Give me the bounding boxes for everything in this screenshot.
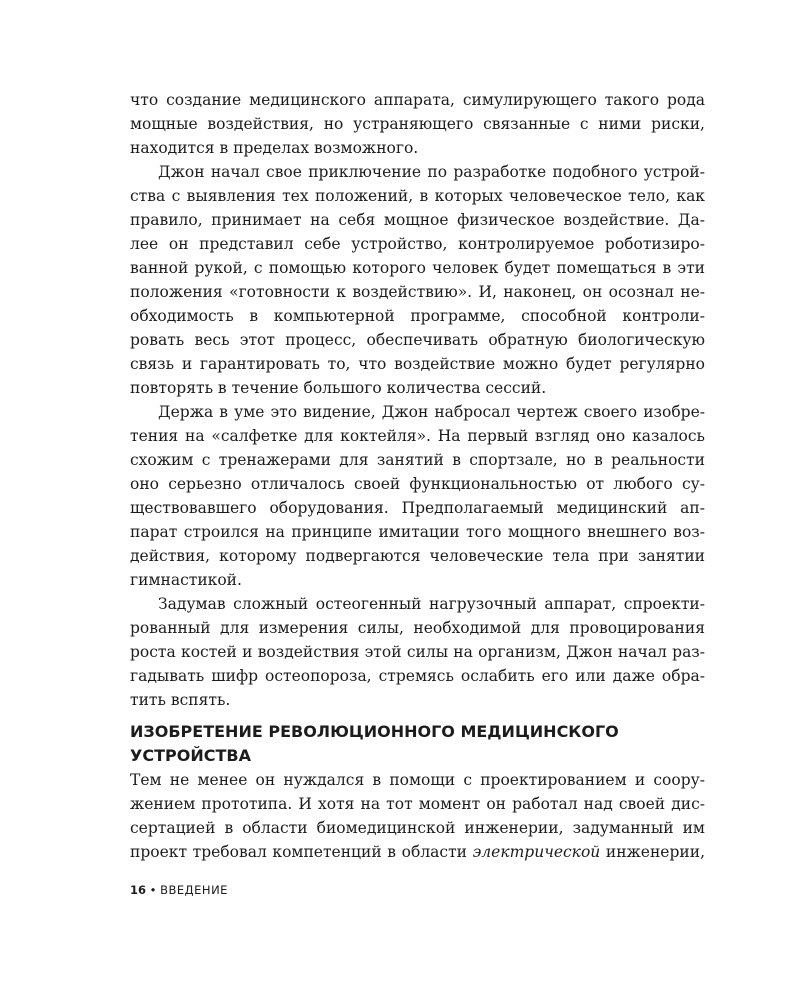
text-line: Джон начал свое приключение по разработке подобного устрой-: [158, 163, 705, 181]
text-line: что создание медицинского аппарата, симулирующего такого рода: [130, 91, 705, 109]
text-line: обходимость в компьютерной программе, способной контроли-: [130, 307, 705, 325]
page-number: 16: [130, 883, 147, 897]
text-line: действия, которому подвергаются человеческие тела при занятии: [130, 547, 705, 565]
text-line: оно серьезно отличалось своей функциональностью от любого су-: [130, 475, 705, 493]
text-line: сертацией в области биомедицинской инженерии, задуманный им: [130, 819, 705, 837]
text-line: мощные воздействия, но устраняющего связанные с ними риски,: [130, 115, 705, 133]
italic-term: электрической: [472, 843, 601, 861]
text-line: жением прототипа. И хотя на тот момент он работал над своей дис-: [130, 795, 705, 813]
bullet-separator: •: [149, 883, 157, 897]
text-line: Задумав сложный остеогенный нагрузочный аппарат, спроекти-: [158, 595, 705, 613]
text-line: находится в пределах возможного.: [130, 139, 419, 157]
text-line: [130, 840, 705, 864]
text-segment: проект требовал компетенций в области: [130, 843, 473, 861]
text-line: Тем не менее он нуждался в помощи с проектированием и соору-: [130, 771, 705, 789]
text-line: тения на «салфетке для коктейля». На первый взгляд оно казалось: [130, 427, 705, 445]
text-line: связь и гарантировать то, что воздействие можно будет регулярно: [130, 355, 705, 373]
text-line: ществовавшего оборудования. Предполагаемый медицинский ап-: [130, 499, 705, 517]
text-line: лее он представил себе устройство, контролируемое роботизиро-: [130, 235, 705, 253]
page-footer: [130, 880, 228, 900]
text-line: парат строился на принципе имитации того мощного внешнего воз-: [130, 523, 705, 541]
running-section-title: ВВЕДЕНИЕ: [160, 883, 228, 897]
section-heading: УСТРОЙСТВА: [130, 746, 251, 765]
section-heading: ИЗОБРЕТЕНИЕ РЕВОЛЮЦИОННОГО МЕДИЦИНСКОГО: [130, 722, 619, 741]
text-line: гимнастикой.: [130, 571, 242, 589]
text-line: ванной рукой, с помощью которого человек будет помещаться в эти: [130, 259, 705, 277]
text-segment: инженерии,: [600, 843, 705, 861]
text-line: рованный для измерения силы, необходимой для провоцирования: [130, 619, 705, 637]
text-line: тить вспять.: [130, 691, 231, 709]
text-line: правило, принимает на себя мощное физическое воздействие. Да-: [130, 211, 705, 229]
text-line: гадывать шифр остеопороза, стремясь ослабить его или даже обра-: [130, 667, 705, 685]
text-line: положения «готовности к воздействию». И, наконец, он осознал не-: [130, 283, 705, 301]
text-line: ства с выявления тех положений, в которых человеческое тело, как: [130, 187, 705, 205]
text-line: Держа в уме это видение, Джон набросал чертеж своего изобре-: [158, 403, 705, 421]
text-line: ровать весь этот процесс, обеспечивать обратную биологическую: [130, 331, 705, 349]
text-line: схожим с тренажерами для занятий в спортзале, но в реальности: [130, 451, 705, 469]
text-line: роста костей и воздействия этой силы на организм, Джон начал раз-: [130, 643, 705, 661]
text-line: повторять в течение большого количества сессий.: [130, 379, 547, 397]
